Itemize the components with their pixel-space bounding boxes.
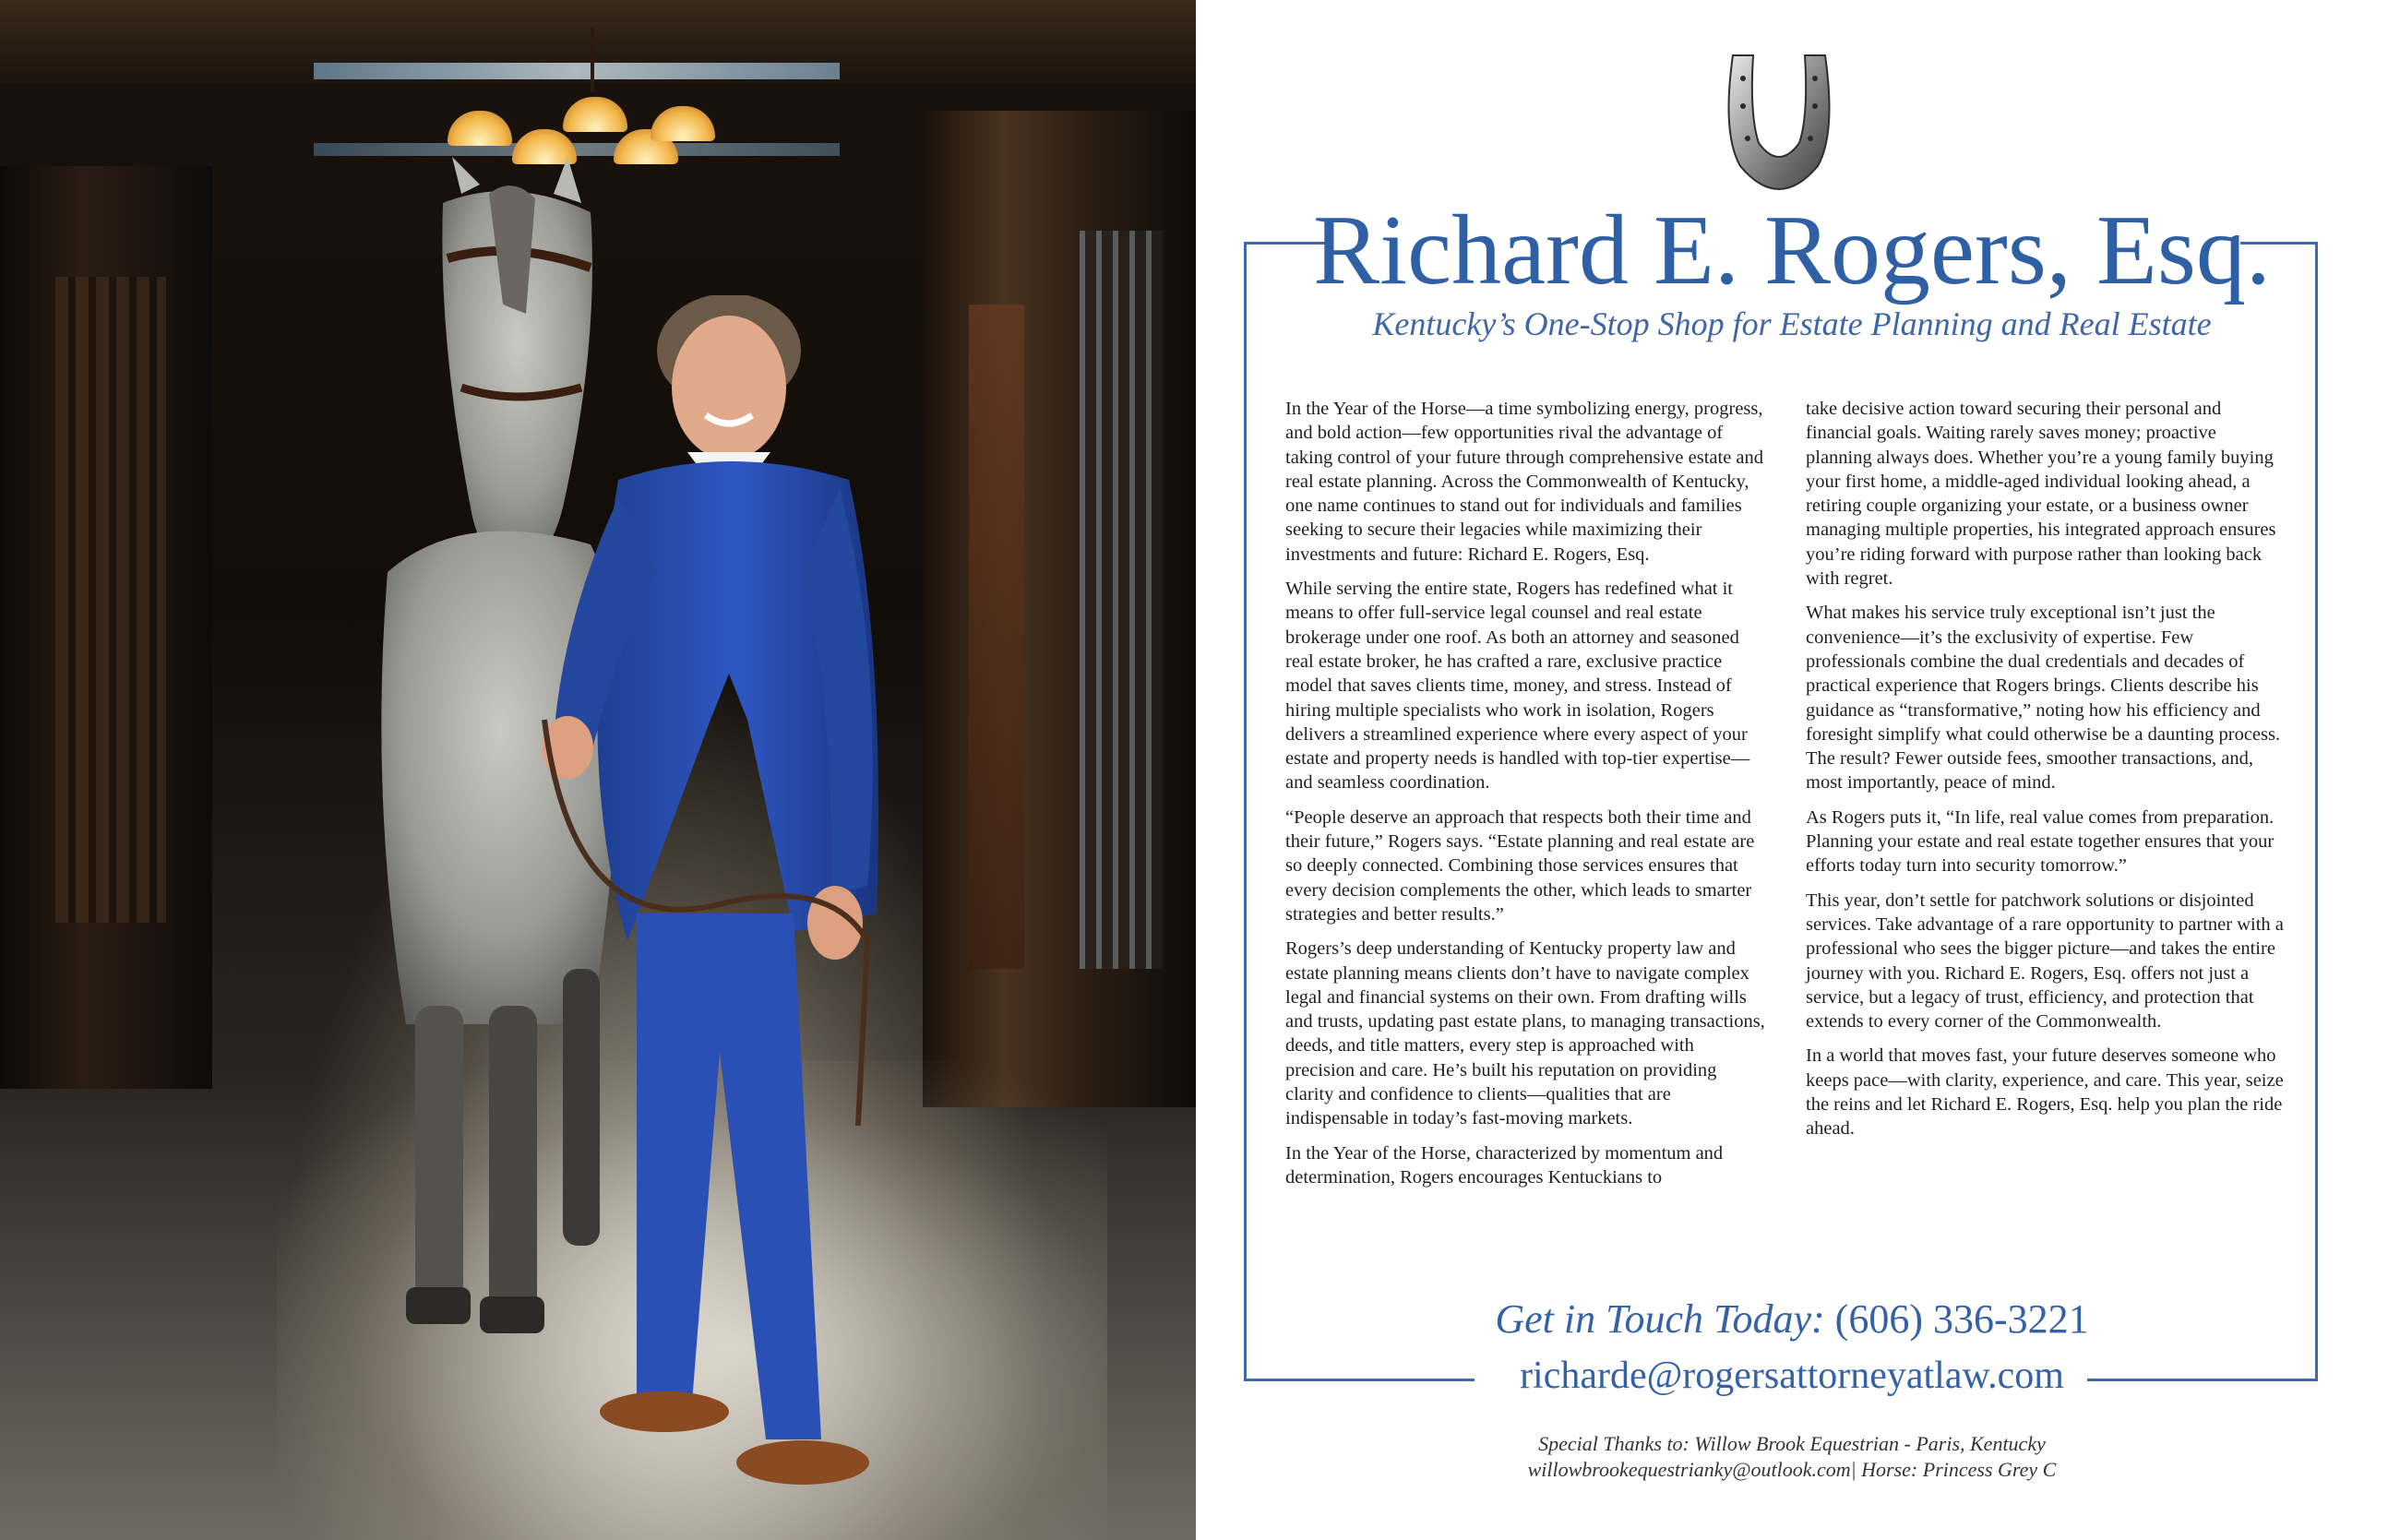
chandelier-chain [591,28,594,92]
man-in-blue-suit-illustration [517,295,904,1513]
contact-phone-line [1196,1295,2388,1343]
left-stall-boards [55,277,166,923]
article-column-left [1285,397,1765,1200]
paragraph: Rogers’s deep understanding of Kentucky property law and estate planning means clients don’t have to navigate complex legal and financial systems on their own. From drafting wills and trusts, updating past estate plans, to managing transactions, deeds, and title matters, every step is approached with precision and care. He’s built his reputation on providing clarity and confidence to clients—qualities that are indispensable in today’s fast-moving markets. [1285,938,1765,1129]
paragraph: In the Year of the Horse—a time symbolizing energy, progress, and bold action—few opportunities rival the advantage of taking control of your future through comprehensive estate and real estate planning. Across the Commonwealth of Kentucky, one name continues to stand out for individuals and families seeking to secure their legacies while maximizing their investments and future: Richard E. Rogers, Esq. [1285,399,1764,565]
paragraph: This year, don’t settle for patchwork solutions or disjointed services. Take advantage of a rare opportunity to partner with a professional who sees the bigger picture—and takes the entire journey with you. Richard E. Rogers, Esq. offers not just a service, but a legacy of trust, efficiency, and protection that extends to every corner of the Commonwealth. [1806,889,2284,1033]
article-subtitle: Kentucky’s One-Stop Shop for Estate Planning and Real Estate [1372,305,2212,342]
credits-line-1: Special Thanks to: Willow Brook Equestrian - Paris, Kentucky [1538,1432,2046,1455]
paragraph: “People deserve an approach that respects both their time and their future,” Rogers says. “Estate planning and real estate are so deeply connected. Combining those services ensures that every decision complements the other, which leads to smarter strategies and better results.” [1285,806,1755,925]
paragraph: While serving the entire state, Rogers has redefined what it means to offer full-service legal counsel and real estate brokerage under one roof. As both an attorney and seasoned real estate broker, he has crafted a rare, exclusive practice model that saves clients time, money, and stress. Instead of hiring multiple specialists who work in isolation, Rogers delivers a streamlined experience where every aspect of your estate and property needs is handled with top-tier expertise—and seamless coordination. [1285,579,1750,794]
stall-bars [1080,231,1163,969]
paragraph: As Rogers puts it, “In life, real value comes from preparation. Planning your estate and real estate together ensures that your efforts today turn into security tomorrow.” [1806,806,2275,877]
credits-line-2: willowbrookequestrianky@outlook.com| Horse: Princess Grey C [1527,1458,2057,1481]
contact-email[interactable]: richarde@rogersattorneyatlaw.com [1520,1355,2064,1397]
paragraph: In the Year of the Horse, characterized by momentum and determination, Rogers encourages Kentuckians to [1285,1142,1724,1188]
horseshoe-icon [1714,51,1844,198]
article-column-right [1806,397,2286,1152]
chandelier-lamp [563,97,627,132]
paragraph: In a world that moves fast, your future deserves someone who keeps pace—with clarity, experience, and care. This year, seize the reins and let Richard E. Rogers, Esq. help you plan the ride ahead. [1806,1045,2284,1140]
barn-skylight-lower [314,143,840,156]
paragraph: What makes his service truly exceptional isn’t just the convenience—it’s the exclusivity of expertise. Few professionals combine the dual credentials and decades of practical experience that Rogers brings. Clients describe his guidance as “transformative,” noting how his efficiency and foresight simplify what could otherwise be a daunting process. The result? Fewer outside fees, smoother transactions, and, most importantly, peace of mind. [1806,603,2281,794]
chandelier-lamp [651,106,715,141]
stall-door [969,304,1024,969]
credits [1196,1431,2388,1483]
paragraph: take decisive action toward securing their personal and financial goals. Waiting rarely saves money; proactive planning always does. Whether you’re a young family buying your first home, a middle-aged individual looking ahead, a retiring couple organizing your estate, or a business owner managing multiple properties, his integrated approach ensures you’re riding forward with purpose rather than looking back with regret. [1806,399,2276,590]
article-title: Richard E. Rogers, Esq. [1313,196,2271,305]
frame-line-right [2315,242,2318,1381]
chandelier-lamp [448,111,512,146]
frame-line-left [1244,242,1247,1381]
barn-skylight [314,63,840,79]
contact-label: Get in Touch Today: [1495,1296,1825,1342]
contact-phone[interactable]: (606) 336-3221 [1834,1296,2089,1342]
